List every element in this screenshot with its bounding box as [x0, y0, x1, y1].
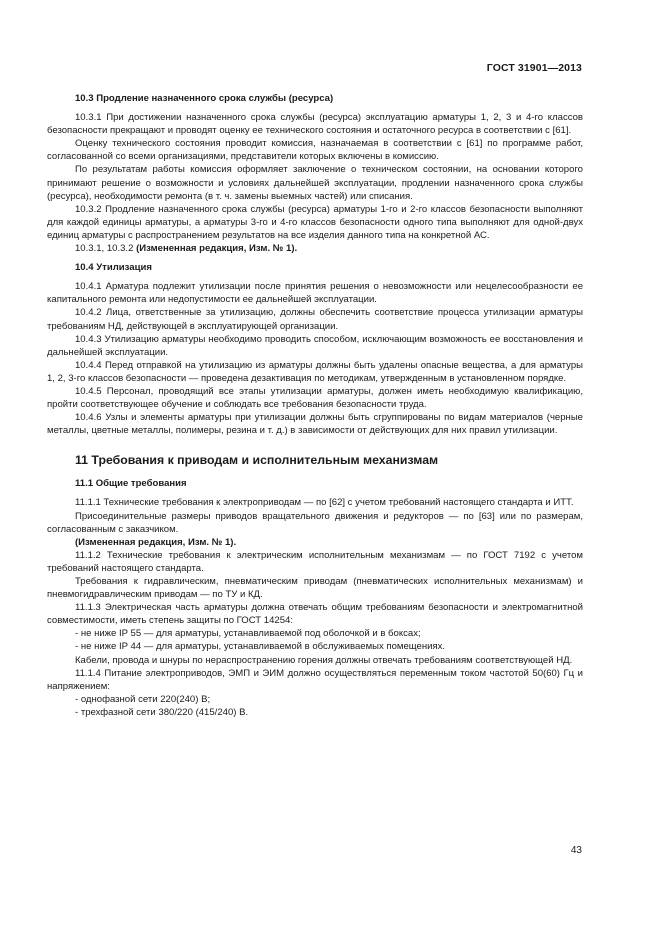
paragraph: Кабели, провода и шнуры по нераспространению горения должны отвечать требованиям соответствующей НД. — [75, 654, 573, 666]
paragraph: Присоединительные размеры приводов вращательного движения и редукторов — по [63] или по размерам, согласованным с заказчиком. — [47, 510, 583, 535]
list-item: - трехфазной сети 380/220 (415/240) В. — [75, 706, 249, 718]
list-item: - не ниже IP 55 — для арматуры, устанавливаемой под оболочкой и в боксах; — [75, 628, 421, 640]
section-11-1-title: 11.1 Общие требования — [75, 478, 187, 490]
section-10-3-title: 10.3 Продление назначенного срока службы (ресурса) — [75, 93, 334, 104]
paragraph: 10.4.1 Арматура подлежит утилизации после принятия решения о невозможности или нецелесообразности ее капитального ремонта или недопустимости ее дальнейшей эксплуатации. — [47, 281, 583, 306]
paragraph: По результатам работы комиссия оформляет заключение о техническом состоянии, на основании которого принимают решение о возможности и условиях дальнейшей эксплуатации, продлении назначенного срока службы (ресурса), необходимости ремонта (в т. ч. замены выемных частей) или списания. — [47, 164, 583, 202]
paragraph: 10.3.1 При достижении назначенного срока службы (ресурса) эксплуатацию арматуры 1, 2, 3 и 4-го классов безопасности прекращают и проводят оценку ее технического состояния и остаточного ресурса в соответствии с [61]. — [47, 112, 583, 137]
list-item: - не ниже IP 44 — для арматуры, устанавливаемой в обслуживаемых помещениях. — [75, 641, 446, 653]
paragraph: 11.1.2 Технические требования к электрическим исполнительным механизмам — по ГОСТ 7192 с учетом требований настоящего стандарта. — [47, 549, 583, 574]
section-11-title: 11 Требования к приводам и исполнительным механизмам — [75, 453, 439, 468]
paragraph: Требования к гидравлическим, пневматическим приводам (пневматических исполнительных механизмам) и пневмогидравлическим приводам — по ТУ и КД. — [47, 576, 583, 601]
paragraph: Оценку технического состояния проводит комиссия, назначаемая в соответствии с [61] по программе работ, согласованной со всеми организациями, представители которых включены в комиссию. — [47, 138, 583, 163]
paragraph: 10.4.3 Утилизацию арматуры необходимо проводить способом, исключающим возможность ее восстановления и дальнейшей эксплуатации. — [47, 333, 583, 358]
amendment-label: (Измененная редакция, Изм. № 1). — [136, 243, 298, 255]
paragraph: 10.4.6 Узлы и элементы арматуры при утилизации должны быть сгруппированы по видам материалов (черные металлы, цветные металлы, полимеры, резина и т. д.) в зависимости от действующих для них правил утилизации. — [47, 412, 583, 437]
amendment-label: (Измененная редакция, Изм. № 1). — [75, 536, 237, 548]
paragraph: 11.1.1 Технические требования к электроприводам — по [62] с учетом требований настоящего стандарта и ИТТ. — [75, 497, 574, 509]
amendment-ref: 10.3.1, 10.3.2 — [75, 243, 134, 255]
paragraph: 11.1.4 Питание электроприводов, ЭМП и ЭИМ должно осуществляться переменным током частотой 50(60) Гц и напряжением: — [47, 667, 583, 692]
paragraph: 10.3.2 Продление назначенного срока службы (ресурса) арматуры 1-го и 2-го классов безопасности выполняют для каждой единицы арматуры, а арматуры 3-го и 4-го классов безопасности одного типа выполняют для одной-двух единиц арматуры с распространением результатов на все изделия данного типа на конкретной АС. — [47, 203, 583, 241]
page-content — [47, 92, 583, 719]
paragraph: 10.4.4 Перед отправкой на утилизацию из арматуры должны быть удалены опасные вещества, а для арматуры 1, 2, 3-го классов безопасности — проведена дезактивация по методикам, утвержденным в установленном порядке. — [47, 359, 583, 384]
section-10-4-title: 10.4 Утилизация — [75, 262, 152, 274]
list-item: - однофазной сети 220(240) В; — [75, 693, 211, 705]
paragraph: 10.4.5 Персонал, проводящий все этапы утилизации арматуры, должен иметь необходимую квалификацию, пройти соответствующее обучение и соблюдать все требования безопасности труда. — [47, 385, 583, 411]
amendment-note — [47, 242, 583, 255]
paragraph: 10.4.2 Лица, ответственные за утилизацию, должны обеспечить соответствие процесса утилизации арматуры требованиям НД, действующей в эксплуатирующей организации. — [47, 307, 583, 332]
paragraph: 11.1.3 Электрическая часть арматуры должна отвечать общим требованиям безопасности и электромагнитной совместимости, иметь степень защиты по ГОСТ 14254: — [47, 602, 583, 627]
document-code: ГОСТ 31901—2013 — [486, 62, 582, 74]
page-number: 43 — [570, 845, 582, 856]
